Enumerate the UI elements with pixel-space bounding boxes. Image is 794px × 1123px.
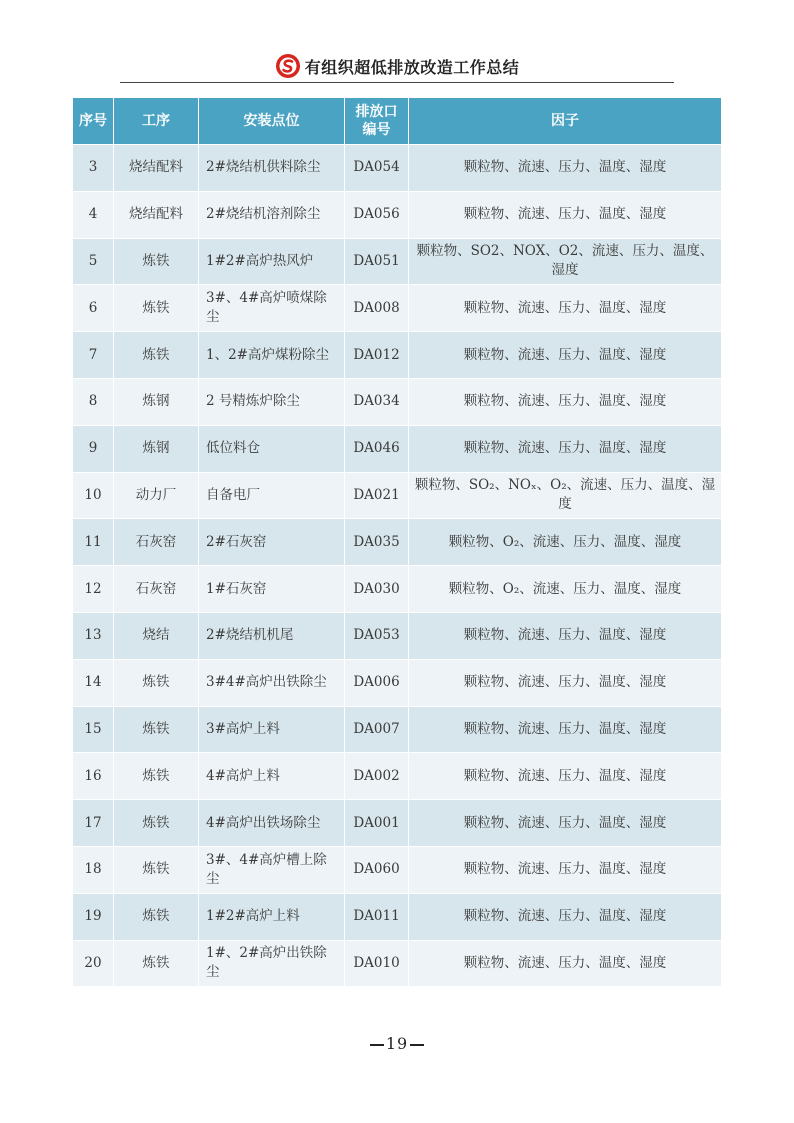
company-logo-icon [275, 53, 301, 79]
outlet-cell: DA053 [345, 612, 409, 659]
factors-cell: 颗粒物、流速、压力、温度、湿度 [409, 893, 722, 940]
table-row [73, 800, 722, 847]
process-cell: 石灰窑 [114, 519, 199, 566]
location-cell: 2 号精炼炉除尘 [199, 378, 345, 425]
table-header-row [73, 98, 722, 145]
location-cell: 1#、2#高炉出铁除尘 [199, 940, 345, 987]
factors-cell: 颗粒物、流速、压力、温度、湿度 [409, 332, 722, 379]
column-header-label: 工序 [142, 113, 170, 129]
table-row [73, 238, 722, 285]
outlet-cell: DA008 [345, 285, 409, 332]
factors-cell: 颗粒物、流速、压力、温度、湿度 [409, 706, 722, 753]
factors-cell: 颗粒物、O₂、流速、压力、温度、湿度 [409, 566, 722, 613]
table-row [73, 191, 722, 238]
table-row [73, 893, 722, 940]
process-cell: 烧结配料 [114, 145, 199, 192]
table-row [73, 706, 722, 753]
process-cell: 炼铁 [114, 940, 199, 987]
factors-cell: 颗粒物、流速、压力、温度、湿度 [409, 753, 722, 800]
no-cell: 15 [73, 706, 114, 753]
process-cell: 炼铁 [114, 893, 199, 940]
table-row [73, 332, 722, 379]
location-cell: 自备电厂 [199, 472, 345, 519]
process-cell: 动力厂 [114, 472, 199, 519]
outlet-cell: DA051 [345, 238, 409, 285]
table-row [73, 753, 722, 800]
table-row [73, 472, 722, 519]
process-cell: 烧结 [114, 612, 199, 659]
location-cell: 低位料仓 [199, 425, 345, 472]
column-header [345, 98, 409, 145]
location-cell: 4#高炉上料 [199, 753, 345, 800]
no-cell: 5 [73, 238, 114, 285]
no-cell: 3 [73, 145, 114, 192]
location-cell: 1、2#高炉煤粉除尘 [199, 332, 345, 379]
column-header-label: 排放口 [355, 104, 398, 120]
location-cell: 3#高炉上料 [199, 706, 345, 753]
factors-cell: 颗粒物、O₂、流速、压力、温度、湿度 [409, 519, 722, 566]
process-cell: 炼铁 [114, 238, 199, 285]
location-cell: 1#2#高炉热风炉 [199, 238, 345, 285]
outlet-cell: DA035 [345, 519, 409, 566]
factors-cell: 颗粒物、SO₂、NOₓ、O₂、流速、压力、温度、湿度 [409, 472, 722, 519]
table-row [73, 612, 722, 659]
table-row [73, 425, 722, 472]
factors-cell: 颗粒物、流速、压力、温度、湿度 [409, 378, 722, 425]
outlet-cell: DA054 [345, 145, 409, 192]
process-cell: 石灰窑 [114, 566, 199, 613]
location-cell: 2#烧结机供料除尘 [199, 145, 345, 192]
no-cell: 14 [73, 659, 114, 706]
process-cell: 炼铁 [114, 706, 199, 753]
page-number-value: 19 [385, 1034, 409, 1053]
location-cell: 3#4#高炉出铁除尘 [199, 659, 345, 706]
column-header-label: 因子 [551, 113, 579, 129]
outlet-cell: DA002 [345, 753, 409, 800]
table-row [73, 519, 722, 566]
factors-cell: 颗粒物、SO2、NOX、O2、流速、压力、温度、湿度 [409, 238, 722, 285]
table-row [73, 659, 722, 706]
process-cell: 炼钢 [114, 378, 199, 425]
column-header [199, 98, 345, 145]
factors-cell: 颗粒物、流速、压力、温度、湿度 [409, 846, 722, 893]
page-header [120, 52, 674, 83]
process-cell: 炼钢 [114, 425, 199, 472]
location-cell: 1#石灰窑 [199, 566, 345, 613]
factors-cell: 颗粒物、流速、压力、温度、湿度 [409, 285, 722, 332]
emission-monitoring-table [72, 97, 722, 987]
no-cell: 10 [73, 472, 114, 519]
no-cell: 18 [73, 846, 114, 893]
no-cell: 4 [73, 191, 114, 238]
column-header [114, 98, 199, 145]
process-cell: 炼铁 [114, 332, 199, 379]
header-title: 有组织超低排放改造工作总结 [304, 57, 520, 77]
factors-cell: 颗粒物、流速、压力、温度、湿度 [409, 940, 722, 987]
outlet-cell: DA001 [345, 800, 409, 847]
outlet-cell: DA006 [345, 659, 409, 706]
column-header-label: 序号 [79, 113, 107, 129]
no-cell: 20 [73, 940, 114, 987]
factors-cell: 颗粒物、流速、压力、温度、湿度 [409, 659, 722, 706]
outlet-cell: DA007 [345, 706, 409, 753]
table-row [73, 940, 722, 987]
outlet-cell: DA011 [345, 893, 409, 940]
table-row [73, 566, 722, 613]
page-number [0, 1034, 794, 1053]
outlet-cell: DA010 [345, 940, 409, 987]
location-cell: 3#、4#高炉槽上除尘 [199, 846, 345, 893]
factors-cell: 颗粒物、流速、压力、温度、湿度 [409, 612, 722, 659]
location-cell: 3#、4#高炉喷煤除尘 [199, 285, 345, 332]
column-header-label: 安装点位 [243, 113, 300, 129]
column-header [73, 98, 114, 145]
factors-cell: 颗粒物、流速、压力、温度、湿度 [409, 425, 722, 472]
factors-cell: 颗粒物、流速、压力、温度、湿度 [409, 800, 722, 847]
outlet-cell: DA012 [345, 332, 409, 379]
no-cell: 19 [73, 893, 114, 940]
no-cell: 17 [73, 800, 114, 847]
table-row [73, 145, 722, 192]
no-cell: 6 [73, 285, 114, 332]
factors-cell: 颗粒物、流速、压力、温度、湿度 [409, 191, 722, 238]
table-row [73, 378, 722, 425]
location-cell: 1#2#高炉上料 [199, 893, 345, 940]
no-cell: 11 [73, 519, 114, 566]
location-cell: 2#烧结机溶剂除尘 [199, 191, 345, 238]
outlet-cell: DA046 [345, 425, 409, 472]
process-cell: 炼铁 [114, 659, 199, 706]
no-cell: 13 [73, 612, 114, 659]
no-cell: 9 [73, 425, 114, 472]
no-cell: 8 [73, 378, 114, 425]
process-cell: 炼铁 [114, 285, 199, 332]
factors-cell: 颗粒物、流速、压力、温度、湿度 [409, 145, 722, 192]
process-cell: 炼铁 [114, 800, 199, 847]
process-cell: 炼铁 [114, 753, 199, 800]
outlet-cell: DA030 [345, 566, 409, 613]
column-header [409, 98, 722, 145]
outlet-cell: DA021 [345, 472, 409, 519]
process-cell: 炼铁 [114, 846, 199, 893]
outlet-cell: DA060 [345, 846, 409, 893]
table-row [73, 285, 722, 332]
location-cell: 2#烧结机机尾 [199, 612, 345, 659]
outlet-cell: DA034 [345, 378, 409, 425]
location-cell: 2#石灰窑 [199, 519, 345, 566]
no-cell: 7 [73, 332, 114, 379]
process-cell: 烧结配料 [114, 191, 199, 238]
outlet-cell: DA056 [345, 191, 409, 238]
page-number-dash-left [370, 1044, 384, 1046]
page-number-dash-right [410, 1044, 424, 1046]
table-row [73, 846, 722, 893]
table-body [73, 145, 722, 987]
column-header-label: 编号 [362, 122, 391, 138]
no-cell: 16 [73, 753, 114, 800]
location-cell: 4#高炉出铁场除尘 [199, 800, 345, 847]
no-cell: 12 [73, 566, 114, 613]
